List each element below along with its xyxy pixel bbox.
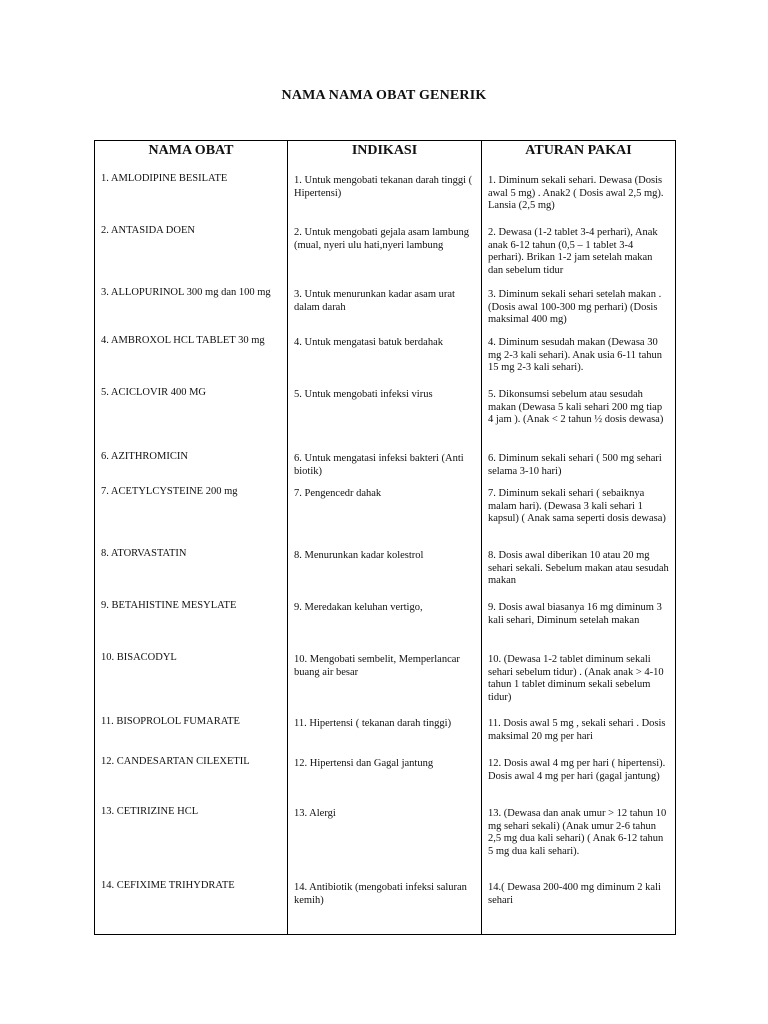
drug-table <box>94 140 676 935</box>
drug-usage: 14.( Dewasa 200-400 mg diminum 2 kali sehari <box>488 882 661 906</box>
drug-name-cell <box>95 478 288 540</box>
drug-usage: 9. Dosis awal biasanya 16 mg diminum 3 kali sehari, Diminum setelah makan <box>488 602 662 626</box>
drug-name-cell <box>95 748 288 798</box>
table-row <box>95 644 676 708</box>
drug-indication: 4. Untuk mengatasi batuk berdahak <box>294 337 443 348</box>
drug-usage-cell <box>482 872 676 934</box>
table-row <box>95 327 676 379</box>
drug-indication-cell <box>288 327 482 379</box>
drug-usage-cell <box>482 748 676 798</box>
drug-name-cell <box>95 708 288 748</box>
table-row <box>95 165 676 217</box>
drug-usage-cell <box>482 217 676 279</box>
drug-indication-cell <box>288 540 482 592</box>
table-row <box>95 748 676 798</box>
drug-indication: 3. Untuk menurunkan kadar asam urat dalam darah <box>294 289 455 313</box>
table-header-row <box>95 141 676 166</box>
drug-indication: 14. Antibiotik (mengobati infeksi saluran kemih) <box>294 882 467 906</box>
drug-name: 10. BISACODYL <box>101 652 177 664</box>
table-row <box>95 379 676 443</box>
drug-usage-cell <box>482 708 676 748</box>
drug-usage: 4. Diminum sesudah makan (Dewasa 30 mg 2-3 kali sehari). Anak usia 6-11 tahun 15 mg 2-3 kali sehari). <box>488 337 662 374</box>
drug-name-cell <box>95 279 288 327</box>
drug-name: 1. AMLODIPINE BESILATE <box>101 173 228 184</box>
drug-usage: 1. Diminum sekali sehari. Dewasa (Dosis awal 5 mg) . Anak2 ( Dosis awal 2,5 mg). Lansia (2,5 mg) <box>488 175 664 212</box>
drug-indication: 8. Menurunkan kadar kolestrol <box>294 550 424 562</box>
drug-name-cell <box>95 644 288 708</box>
drug-usage-cell <box>482 540 676 592</box>
drug-usage: 2. Dewasa (1-2 tablet 3-4 perhari), Anak anak 6-12 tahun (0,5 – 1 tablet 3-4 perhari). Brikan 1-2 jam setelah makan dan sebelum tidur <box>488 227 658 276</box>
drug-indication-cell <box>288 592 482 644</box>
drug-usage-cell <box>482 478 676 540</box>
table-row <box>95 798 676 872</box>
table-row <box>95 872 676 934</box>
drug-indication: 2. Untuk mengobati gejala asam lambung (mual, nyeri ulu hati,nyeri lambung <box>294 227 469 251</box>
drug-indication-cell <box>288 872 482 934</box>
drug-name: 9. BETAHISTINE MESYLATE <box>101 600 237 612</box>
drug-usage-cell <box>482 798 676 872</box>
drug-name-cell <box>95 165 288 217</box>
drug-usage-cell <box>482 592 676 644</box>
drug-indication: 5. Untuk mengobati infeksi virus <box>294 389 433 400</box>
drug-usage: 8. Dosis awal diberikan 10 atau 20 mg sehari sekali. Sebelum makan atau sesudah makan <box>488 550 669 587</box>
drug-name: 6. AZITHROMICIN <box>101 451 188 462</box>
drug-indication-cell <box>288 443 482 478</box>
drug-usage-cell <box>482 279 676 327</box>
drug-usage: 7. Diminum sekali sehari ( sebaiknya malam hari). (Dewasa 3 kali sehari 1 kapsul) ( Anak sama seperti dosis dewasa) <box>488 488 666 525</box>
drug-usage-cell <box>482 327 676 379</box>
drug-usage: 11. Dosis awal 5 mg , sekali sehari . Dosis maksimal 20 mg per hari <box>488 718 666 742</box>
header-nama-obat: NAMA OBAT <box>95 141 288 166</box>
drug-usage: 10. (Dewasa 1-2 tablet diminum sekali sehari sebelum tidur) . (Anak anak > 4-10 tahun 1 tablet diminum sekali sebelum tidur) <box>488 654 664 703</box>
drug-name: 2. ANTASIDA DOEN <box>101 225 195 236</box>
drug-usage: 3. Diminum sekali sehari setelah makan . (Dosis awal 100-300 mg perhari) (Dosis maksimal 400 mg) <box>488 289 662 326</box>
drug-usage: 6. Diminum sekali sehari ( 500 mg sehari selama 3-10 hari) <box>488 453 662 477</box>
drug-indication-cell <box>288 644 482 708</box>
drug-indication: 13. Alergi <box>294 808 336 820</box>
drug-usage-cell <box>482 165 676 217</box>
table-row <box>95 279 676 327</box>
drug-indication: 11. Hipertensi ( tekanan darah tinggi) <box>294 718 452 730</box>
drug-name-cell <box>95 872 288 934</box>
drug-indication: 1. Untuk mengobati tekanan darah tinggi ( Hipertensi) <box>294 175 473 199</box>
drug-name: 13. CETIRIZINE HCL <box>101 806 199 818</box>
drug-indication-cell <box>288 478 482 540</box>
drug-usage-cell <box>482 443 676 478</box>
table-row <box>95 592 676 644</box>
drug-name-cell <box>95 798 288 872</box>
drug-indication-cell <box>288 748 482 798</box>
drug-indication-cell <box>288 798 482 872</box>
drug-indication: 7. Pengencedr dahak <box>294 488 382 500</box>
header-aturan-pakai: ATURAN PAKAI <box>482 141 676 166</box>
drug-name: 4. AMBROXOL HCL TABLET 30 mg <box>101 335 265 346</box>
drug-name-cell <box>95 443 288 478</box>
drug-indication: 6. Untuk mengatasi infeksi bakteri (Anti biotik) <box>294 453 464 477</box>
drug-indication: 12. Hipertensi dan Gagal jantung <box>294 758 434 770</box>
drug-name: 3. ALLOPURINOL 300 mg dan 100 mg <box>101 287 271 298</box>
drug-name-cell <box>95 379 288 443</box>
drug-usage: 5. Dikonsumsi sebelum atau sesudah makan (Dewasa 5 kali sehari 200 mg tiap 4 jam ). (Anak < 2 tahun ½ dosis dewasa) <box>488 389 664 426</box>
drug-name: 7. ACETYLCYSTEINE 200 mg <box>101 486 238 498</box>
header-indikasi: INDIKASI <box>288 141 482 166</box>
drug-indication-cell <box>288 708 482 748</box>
drug-name-cell <box>95 327 288 379</box>
drug-name: 8. ATORVASTATIN <box>101 548 187 560</box>
drug-indication-cell <box>288 165 482 217</box>
drug-usage: 13. (Dewasa dan anak umur > 12 tahun 10 mg sehari sekali) (Anak umur 2-6 tahun 2,5 mg dua kali sehari) ( Anak 6-12 tahun 5 mg dua kali sehari). <box>488 808 667 857</box>
table-row <box>95 443 676 478</box>
drug-indication-cell <box>288 379 482 443</box>
drug-name-cell <box>95 592 288 644</box>
drug-usage-cell <box>482 379 676 443</box>
drug-usage-cell <box>482 644 676 708</box>
drug-indication: 9. Meredakan keluhan vertigo, <box>294 602 423 614</box>
table-row <box>95 540 676 592</box>
drug-name: 11. BISOPROLOL FUMARATE <box>101 716 240 728</box>
drug-name-cell <box>95 217 288 279</box>
drug-indication-cell <box>288 279 482 327</box>
table-row <box>95 708 676 748</box>
table-row <box>95 217 676 279</box>
drug-name: 5. ACICLOVIR 400 MG <box>101 387 207 398</box>
page-title: NAMA NAMA OBAT GENERIK <box>281 88 487 103</box>
drug-indication: 10. Mengobati sembelit, Memperlancar buang air besar <box>294 654 460 678</box>
table-row <box>95 478 676 540</box>
drug-name: 12. CANDESARTAN CILEXETIL <box>101 756 250 768</box>
drug-indication-cell <box>288 217 482 279</box>
drug-name-cell <box>95 540 288 592</box>
drug-name: 14. CEFIXIME TRIHYDRATE <box>101 880 235 892</box>
drug-usage: 12. Dosis awal 4 mg per hari ( hipertensi). Dosis awal 4 mg per hari (gagal jantung) <box>488 758 666 782</box>
